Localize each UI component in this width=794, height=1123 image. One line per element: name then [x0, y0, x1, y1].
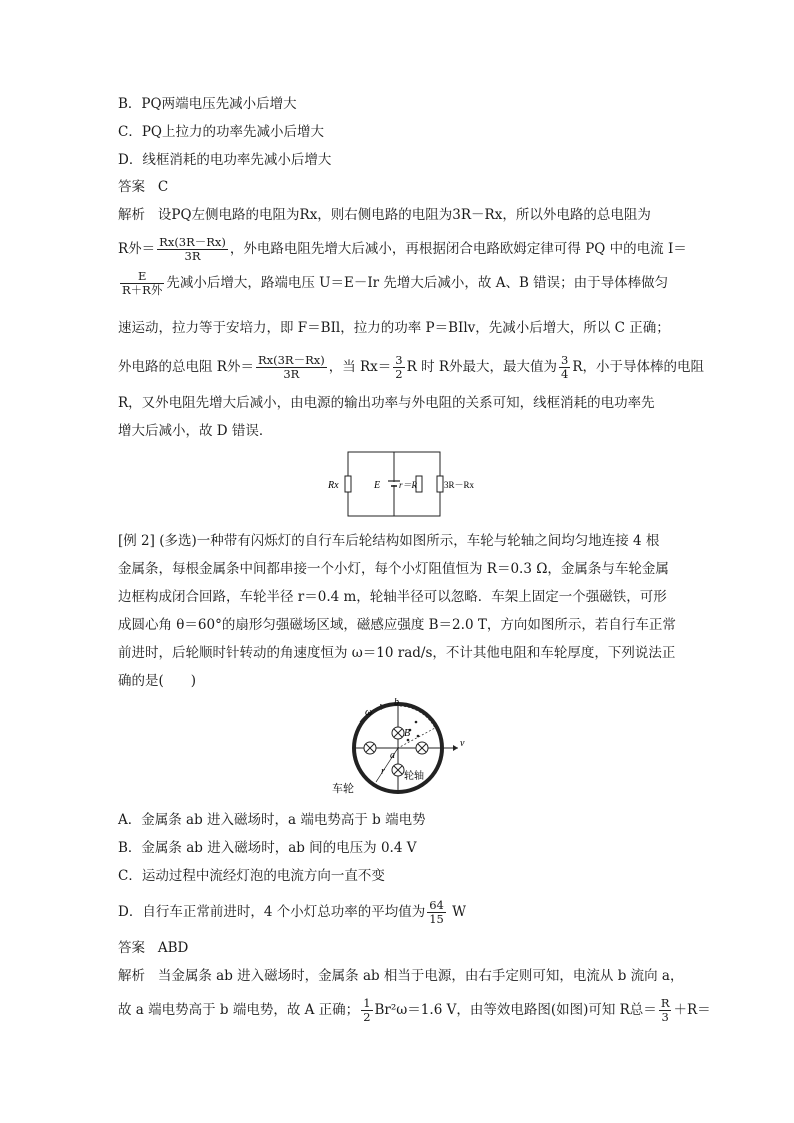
option-a: A．金属条 ab 进入磁场时，a 端电势高于 b 端电势: [118, 812, 426, 828]
analysis-line-1: [118, 966, 683, 986]
analysis-line-2: 故 a 端电势高于 b 端电势，故 A 正确； $\frac{1}{2}$ Br²ω＝1.6 V，由等效电路图(如图)可知 R总＝ $\frac{R}{3}$ ＋R＝: [118, 996, 711, 1024]
analysis-label: 解析: [118, 968, 145, 984]
resistor-rx: [345, 476, 351, 492]
answer-label: 答案: [118, 940, 145, 956]
analysis-text: 先减小后增大，路端电压 U＝E－Ir 先增大后减小，故 A、B 错误；由于导体棒做匀: [166, 275, 669, 291]
analysis-line-4: 速运动，拉力等于安培力，即 F＝BIl，拉力的功率 P＝BIlv，先减小后增大，所以 C 正确；: [118, 320, 670, 336]
label-rx: Rx: [328, 480, 339, 491]
fraction: $\frac{3}{4}$: [561, 353, 569, 381]
answer-value: C: [157, 179, 169, 195]
analysis-line-6: R，又外电阻先增大后减小，由电源的输出功率与外电阻的关系可知，线框消耗的电功率先: [118, 395, 655, 411]
example-2-line-4: 成圆心角 θ＝60°的扇形匀强磁场区域，磁感应强度 B＝2.0 T，方向如图所示，若自行车正常: [118, 617, 676, 633]
lamp-icon: [392, 727, 404, 739]
analysis-text: 当金属条 ab 进入磁场时，金属条 ab 相当于电源，由右手定则可知，电流从 b 流向 a，: [157, 968, 684, 984]
lamp-icon: [392, 764, 404, 776]
answer-line: [118, 177, 168, 197]
example-2-line-3: 边框构成闭合回路，车轮半径 r＝0.4 m，轮轴半径可以忽略．车架上固定一个强磁铁，可形: [118, 589, 667, 605]
analysis-line-5: 外电路的总电阻 R外＝ $\frac{Rx(3R-Rx)}{3R}$ ，当 Rx＝ $\frac{3}{2}$ R 时 R外最大，最大值为 $\frac{3}{4}$ R，小于导体棒的电阻: [118, 353, 705, 381]
resistor-right: [437, 476, 443, 492]
label-3r-rx: 3R－Rx: [444, 480, 475, 490]
fraction: $\frac{Rx(3R-Rx)}{3R}$: [257, 353, 325, 381]
lamp-icon: [364, 742, 376, 754]
analysis-line-3: [118, 268, 668, 298]
label-a: a: [390, 750, 395, 761]
fraction: $\frac{E}{\text{R＋R外}}$: [122, 269, 163, 297]
magnetic-field-sector: [398, 706, 435, 748]
analysis-line-2: [118, 234, 687, 264]
example-2-line-5: 前进时，后轮顺时针转动的角速度恒为 ω＝10 rad/s，不计其他电阻和车轮厚度，下列说法正: [118, 645, 676, 661]
label-field-b: B: [404, 728, 411, 739]
label-v: v: [460, 738, 465, 749]
option-c: C．PQ上拉力的功率先减小后增大: [118, 124, 324, 140]
analysis-line-1: [118, 205, 651, 225]
example-2-line-2: 金属条，每根金属条中间都串接一个小灯，每个小灯阻值恒为 R＝0.3 Ω，金属条与车轮金属: [118, 561, 669, 577]
formula-lhs: R外＝: [118, 241, 156, 257]
example-2-line-1: [例 2] (多选)一种带有闪烁灯的自行车后轮结构如图所示，车轮与轮轴之间均匀地连接 4 根: [118, 533, 660, 549]
fraction: $\frac{Rx(3R-Rx)}{3R}$: [159, 235, 226, 263]
answer-line: [118, 938, 188, 958]
option-d: D．自行车正常前进时，4 个小灯总功率的平均值为 $\frac{64}{15}$ W: [118, 898, 467, 926]
analysis-text: ，外电路电阻先增大后减小，再根据闭合电路欧姆定律可得 PQ 中的电流 I＝: [229, 241, 687, 257]
option-b: B．金属条 ab 进入磁场时，ab 间的电压为 0.4 V: [118, 840, 417, 856]
option-d: D．线框消耗的电功率先减小后增大: [118, 152, 332, 168]
label-e: E: [374, 480, 381, 491]
analysis-line-7: 增大后减小，故 D 错误．: [118, 423, 273, 439]
label-b: b: [394, 697, 399, 708]
bicycle-wheel-diagram: [330, 697, 490, 800]
velocity-arrowhead: [453, 745, 458, 751]
analysis-label: 解析: [118, 207, 145, 223]
analysis-text: 设PQ左侧电路的电阻为Rx，则右侧电路的电阻为3R－Rx，所以外电路的总电阻为: [157, 207, 651, 223]
equivalent-circuit-diagram: [320, 448, 475, 520]
fraction: $\frac{1}{2}$: [363, 996, 371, 1024]
fraction: $\frac{3}{2}$: [395, 353, 403, 381]
label-wheel: 车轮: [332, 783, 354, 795]
label-axle: 轮轴: [404, 771, 424, 782]
label-omega: ω: [365, 707, 373, 718]
example-2-line-6: 确的是( ): [118, 673, 197, 689]
fraction: $\frac{R}{3}$: [660, 996, 670, 1024]
answer-value: ABD: [157, 940, 189, 956]
label-radius: r: [381, 766, 385, 777]
option-c: C．运动过程中流经灯泡的电流方向一直不变: [118, 868, 385, 884]
label-r: r＝R: [399, 480, 418, 490]
lamp-icon: [416, 742, 428, 754]
option-b: B．PQ两端电压先减小后增大: [118, 96, 297, 112]
fraction: $\frac{64}{15}$: [429, 898, 444, 926]
answer-label: 答案: [118, 179, 145, 195]
